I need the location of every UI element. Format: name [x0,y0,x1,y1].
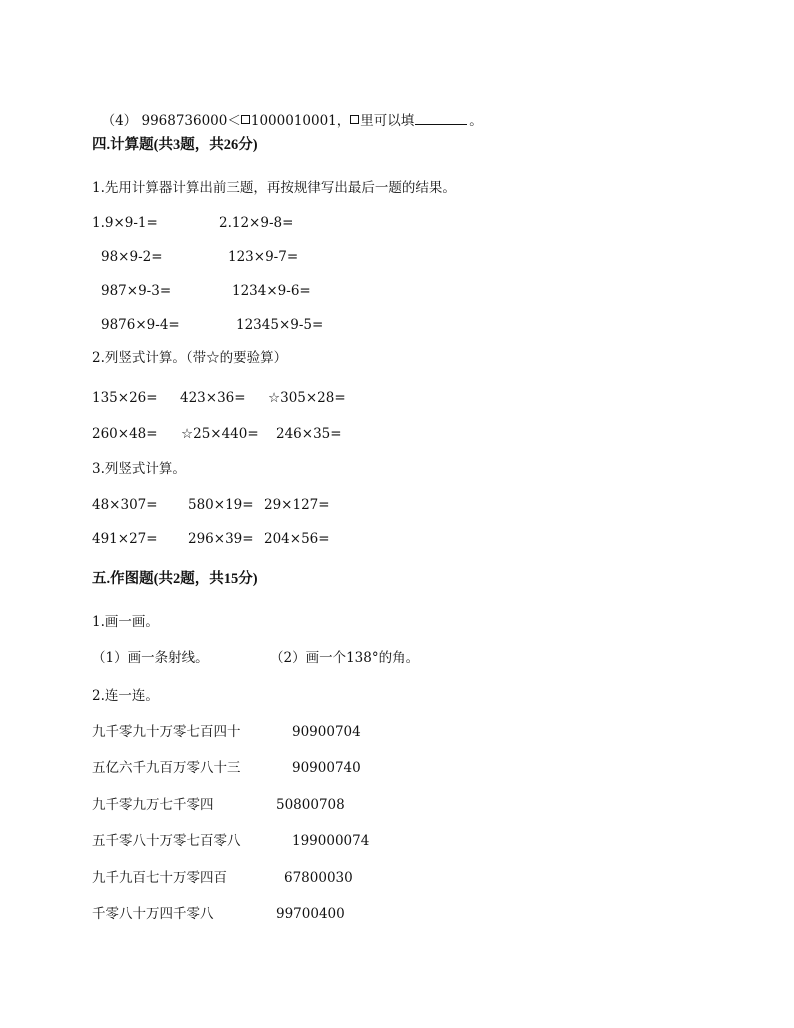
match-number-2[interactable]: 50800708 [276,797,345,813]
calc2-r0-c0: 135×26= [92,390,158,406]
answer-blank[interactable] [415,112,467,125]
draw1-intro: 1.画一画。 [92,614,159,630]
draw1-part-a: （1）画一条射线。 [92,650,209,666]
match-number-3[interactable]: 199000074 [292,833,370,849]
box-placeholder-icon [350,115,359,124]
calc1-left-1: 98×9-2= [101,249,163,265]
match-number-5[interactable]: 99700400 [276,906,345,922]
calc3-r1-c2: 204×56= [264,531,330,547]
calc2-r1-c0: 260×48= [92,426,158,442]
q4-middle2: 里可以填 [360,113,415,129]
calc1-left-0: 1.9×9-1= [92,215,158,231]
q4-middle: 1000010001， [250,113,351,129]
calc3-r0-c1: 580×19= [188,497,254,513]
q4-end: 。 [469,113,483,129]
calc3-r1-c1: 296×39= [188,531,254,547]
calc3-intro: 3.列竖式计算。 [92,461,186,477]
calc1-right-1: 123×9-7= [228,249,299,265]
match-number-1[interactable]: 90900740 [292,760,361,776]
calc2-r1-c1: ☆25×440= [181,426,259,442]
calc1-left-2: 987×9-3= [101,283,172,299]
box-placeholder-icon [241,115,250,124]
q4-prefix: （4） 9968736000＜ [101,113,241,129]
calc1-intro: 1.先用计算器计算出前三题，再按规律写出最后一题的结果。 [92,180,456,196]
match-word-3[interactable]: 五千零八十万零七百零八 [92,833,241,849]
calc2-r0-c1: 423×36= [180,390,246,406]
match-word-1[interactable]: 五亿六千九百万零八十三 [92,760,241,776]
match-word-5[interactable]: 千零八十万四千零八 [92,906,214,922]
fill-blank-question-4 [93,94,483,130]
calc1-right-3: 12345×9-5= [236,317,324,333]
match-number-4[interactable]: 67800030 [284,870,353,886]
draw1-part-b: （2）画一个138°的角。 [270,650,420,666]
calc3-r1-c0: 491×27= [92,531,158,547]
calc3-r0-c0: 48×307= [92,497,158,513]
calc1-right-2: 1234×9-6= [232,283,311,299]
section-5-heading: 五.作图题(共2题，共15分) [92,571,258,587]
calc1-right-0: 2.12×9-8= [219,215,294,231]
calc1-left-3: 9876×9-4= [101,317,180,333]
section-4-heading: 四.计算题(共3题，共26分) [92,137,258,153]
match-word-0[interactable]: 九千零九十万零七百四十 [92,724,241,740]
calc2-r0-c2: ☆305×28= [268,390,346,406]
calc2-r1-c2: 246×35= [276,426,342,442]
match-word-2[interactable]: 九千零九万七千零四 [92,797,214,813]
match-intro: 2.连一连。 [92,688,159,704]
match-number-0[interactable]: 90900704 [292,724,361,740]
match-word-4[interactable]: 九千九百七十万零四百 [92,870,227,886]
calc2-intro: 2.列竖式计算。（带☆的要验算） [92,350,288,366]
calc3-r0-c2: 29×127= [264,497,330,513]
